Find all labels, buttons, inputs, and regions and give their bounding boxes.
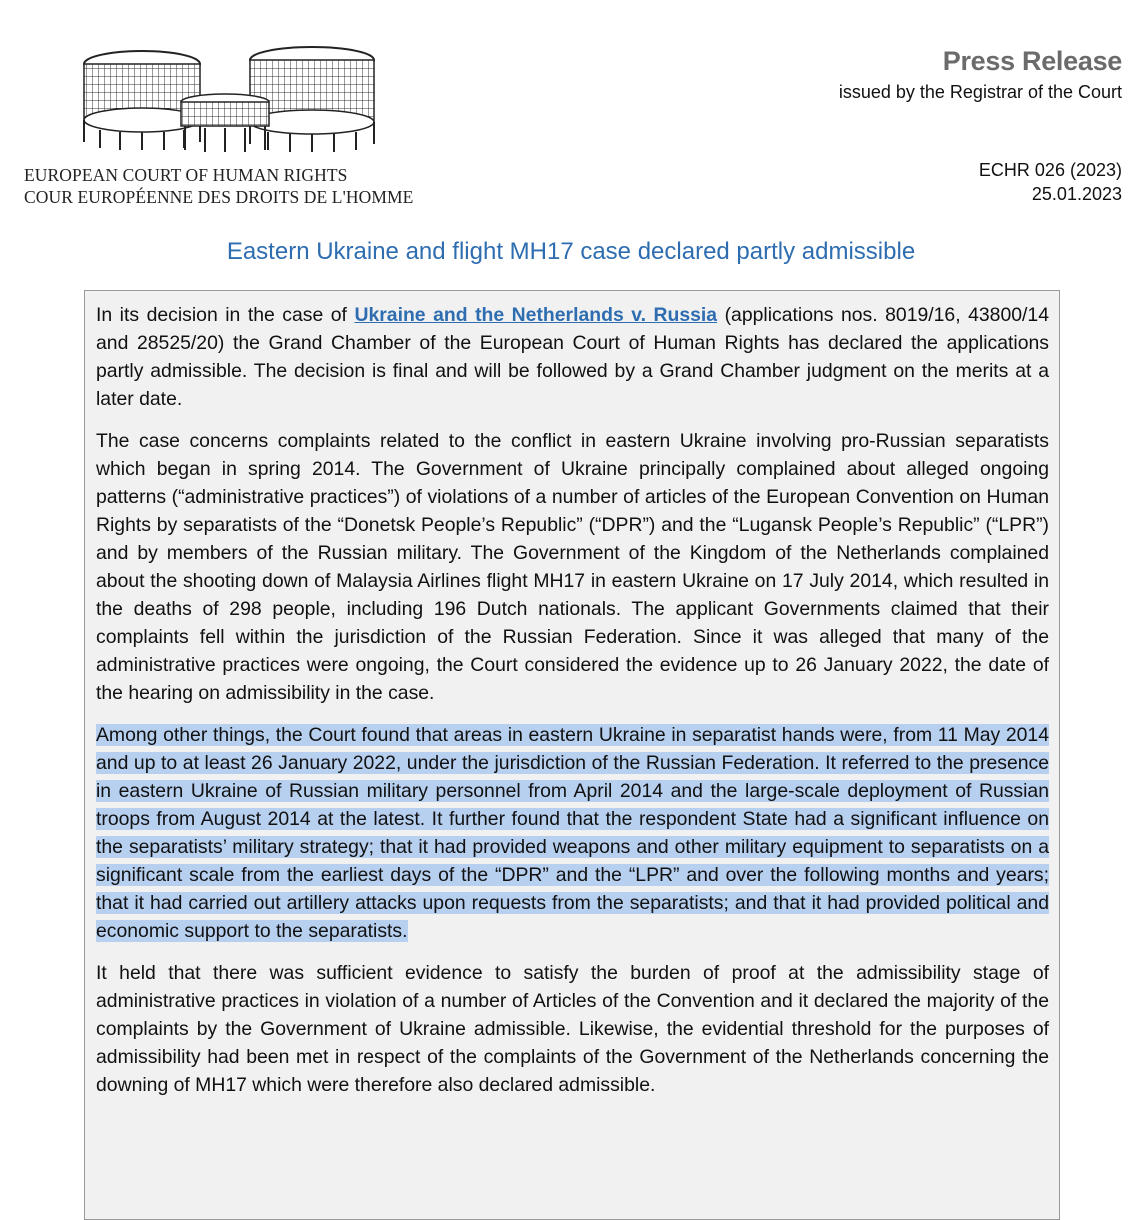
court-logo	[24, 44, 424, 208]
highlighted-text[interactable]: Among other things, the Court found that areas in eastern Ukraine in separatist hands were, from 11 May 2014 and up to at least 26 January 2022, under the jurisdiction of the Russian Federation. It referred to the presence in eastern Ukraine of Russian military personnel from April 2014 and the large-scale deployment of Russian troops from August 2014 at the latest. It further found that the respondent State had a significant influence on the separatists’ military strategy; that it had provided weapons and other military equipment to separatists on a significant scale from the earliest days of the “DPR” and the “LPR” and over the following months and years; that it had carried out artillery attacks upon requests from the separatists; and that it had provided political and economic support to the separatists.	[96, 724, 1049, 942]
paragraph-1	[96, 301, 1049, 413]
release-date: 25.01.2023	[1031, 184, 1122, 204]
paragraph-2: The case concerns complaints related to the conflict in eastern Ukraine involving pro-Russian separatists which began in spring 2014. The Government of Ukraine principally complained about alleged ongoing patterns (“administrative practices”) of violations of a number of articles of the European Convention on Human Rights by separatists of the “Donetsk People’s Republic” (“DPR”) and the “Lugansk People’s Republic” (“LPR”) and by members of the Russian military. The Government of the Kingdom of the Netherlands complained about the shooting down of Malaysia Airlines flight MH17 in eastern Ukraine on 17 July 2014, which resulted in the deaths of 298 people, including 196 Dutch nationals. The applicant Governments claimed that their complaints fell within the jurisdiction of the Russian Federation. Since it was alleged that many of the administrative practices were ongoing, the Court considered the evidence up to 26 January 2022, the date of the hearing on admissibility in the case.	[96, 430, 1049, 704]
press-release-header	[839, 44, 1122, 103]
press-release-title: Press Release	[942, 46, 1122, 76]
court-name-fr: COUR EUROPÉENNE DES DROITS DE L'HOMME	[24, 187, 414, 207]
page-title: Eastern Ukraine and flight MH17 case declared partly admissible	[226, 238, 916, 265]
paragraph-1-rest: (applications nos. 8019/16, 43800/14 and 28525/20) the Grand Chamber of the European Court of Human Rights has declared the applications partly admissible. The decision is final and will be followed by a Grand Chamber judgment on the merits at a later date.	[96, 304, 1049, 410]
paragraph-3	[96, 721, 1049, 945]
summary-box	[84, 290, 1060, 1220]
press-release-subtitle: issued by the Registrar of the Court	[838, 82, 1122, 102]
release-reference: ECHR 026 (2023)	[978, 160, 1122, 180]
court-building-icon	[80, 44, 380, 154]
court-name-en: EUROPEAN COURT OF HUMAN RIGHTS	[24, 165, 348, 185]
paragraph-1-intro: In its decision in the case of	[96, 304, 355, 326]
paragraph-4: It held that there was sufficient evidence to satisfy the burden of proof at the admissibility stage of administrative practices in violation of a number of Articles of the Convention and it declared the majority of the complaints by the Government of Ukraine admissible. Likewise, the evidential threshold for the purposes of admissibility had been met in respect of the complaints of the Government of the Netherlands concerning the downing of MH17 which were therefore also declared admissible.	[96, 962, 1049, 1096]
release-reference-block	[979, 158, 1122, 206]
case-link[interactable]: Ukraine and the Netherlands v. Russia	[354, 304, 718, 326]
